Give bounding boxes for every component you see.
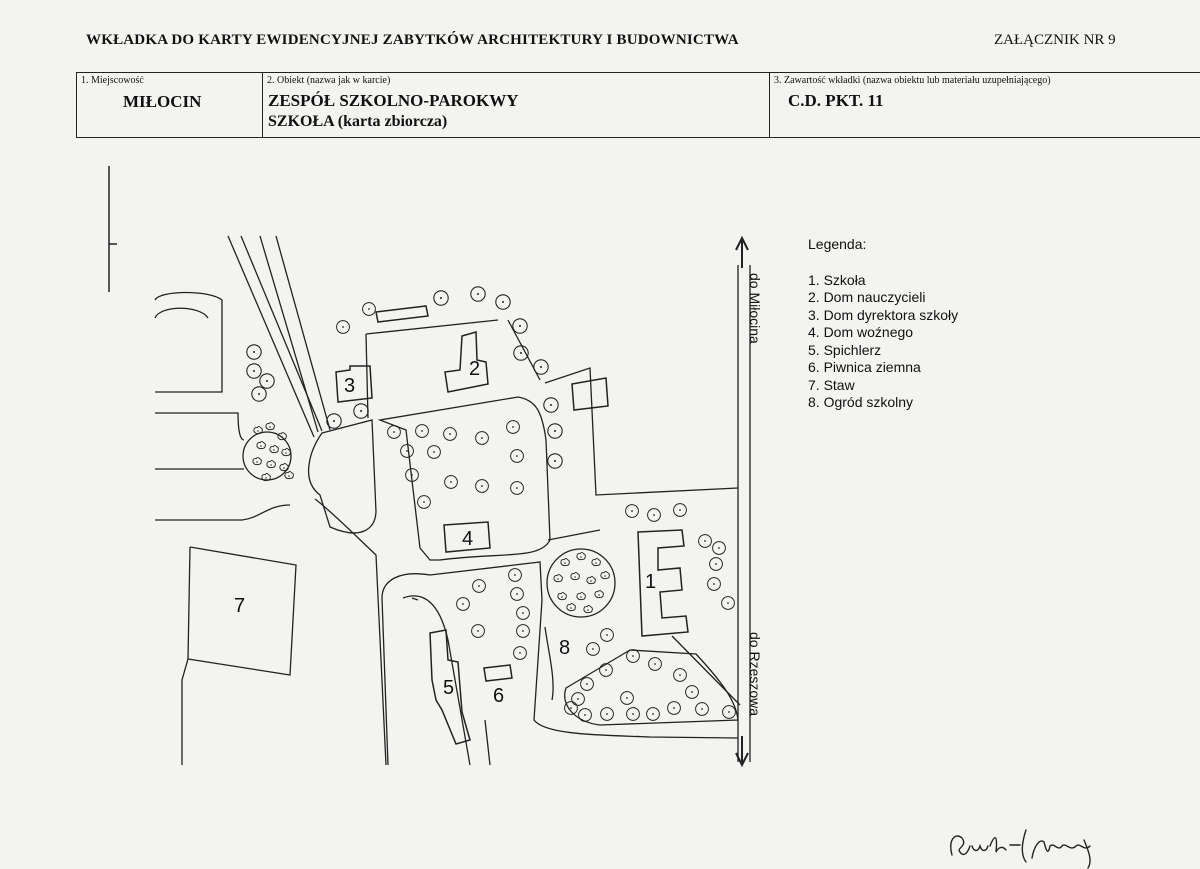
road-label-south: do Rzeszowa [747, 632, 763, 717]
legend-item: 6. Piwnica ziemna [808, 359, 921, 375]
legend-item: 5. Spichlerz [808, 341, 882, 358]
locality-value: MIŁOCIN [123, 92, 202, 111]
label-staw: 7 [234, 595, 246, 617]
label-szkola: 1 [645, 571, 657, 593]
locality-label: 1. Miejscowość [81, 75, 144, 86]
contents-value: C.D. PKT. 11 [788, 91, 884, 110]
legend-item: 7. Staw [808, 376, 855, 393]
label-spichlerz: 5 [443, 677, 455, 699]
legend-item: 8. Ogród szkolny [808, 394, 914, 410]
map-legend [808, 236, 958, 412]
label-dom-dyrektora: 3 [344, 375, 356, 397]
object-name-line2: SZKOŁA (karta zbiorcza) [268, 113, 448, 130]
object-name-line1: ZESPÓŁ SZKOLNO-PAROKWY [268, 91, 519, 110]
bush-symbols [243, 422, 615, 617]
legend-item: 1. Szkoła [808, 271, 866, 288]
legend-item: 2. Dom nauczycieli [808, 289, 926, 305]
annex-number: ZAŁĄCZNIK NR 9 [994, 32, 1116, 48]
legend-item: 4. Dom woźnego [808, 324, 914, 340]
label-dom-woznego: 4 [462, 528, 474, 550]
object-label: 2. Obiekt (nazwa jak w karcie) [267, 75, 391, 86]
document-title: WKŁADKA DO KARTY EWIDENCYJNEJ ZABYTKÓW ARCHITEKTURY I BUDOWNICTWA [86, 32, 739, 48]
legend-list [808, 272, 958, 412]
road-label-north: do Miłocina [747, 273, 763, 344]
handwritten-signature [951, 830, 1090, 868]
map-linework [109, 166, 750, 765]
legend-title: Legenda: [808, 236, 867, 252]
legend-item: 3. Dom dyrektora szkoły [808, 306, 959, 323]
tree-symbols [247, 287, 736, 722]
label-piwnica: 6 [493, 685, 505, 707]
contents-label: 3. Zawartość wkładki (nazwa obiektu lub materiału uzupełniającego) [774, 75, 1051, 86]
label-dom-nauczycieli: 2 [469, 358, 481, 380]
label-ogrod: 8 [559, 637, 571, 659]
